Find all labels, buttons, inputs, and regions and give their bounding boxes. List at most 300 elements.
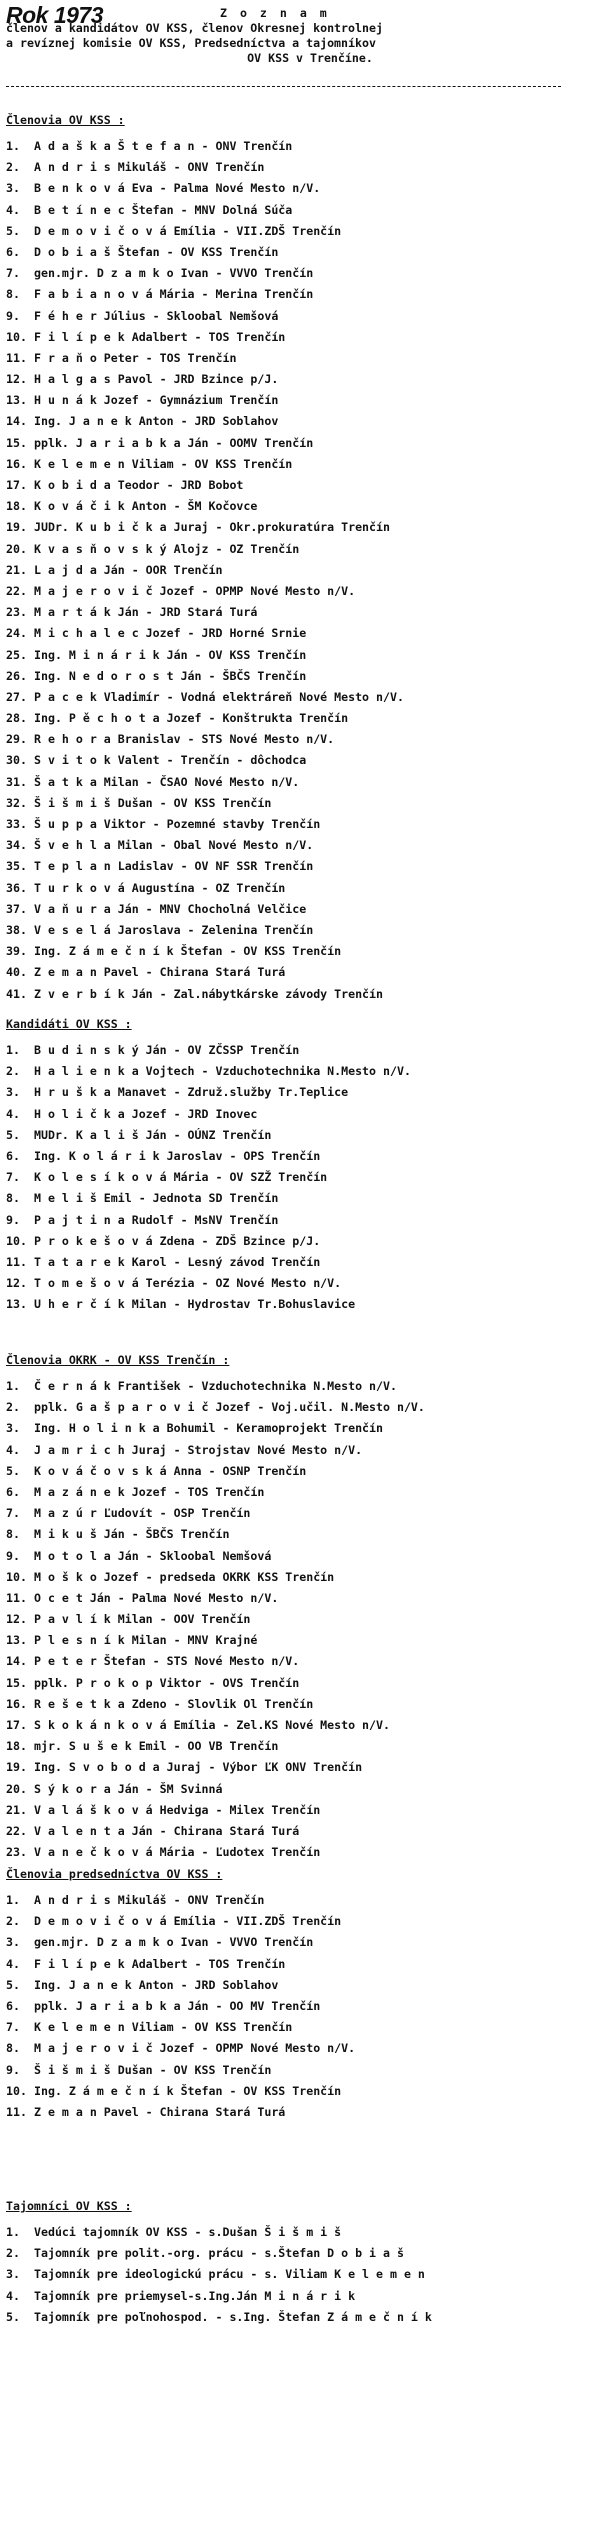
- list-item: [6, 1482, 591, 1503]
- list-item: [6, 517, 591, 538]
- item-number: 4.: [6, 202, 20, 217]
- list-item: [6, 1609, 591, 1630]
- item-number: 8.: [6, 287, 20, 302]
- list-item: [6, 221, 591, 242]
- document-header: [0, 0, 600, 66]
- item-number: 4.: [6, 2288, 20, 2303]
- item-number: 4.: [6, 1442, 20, 1457]
- item-text: K v a s ň o v s k ý Alojz - OZ Trenčín: [34, 541, 300, 556]
- item-number: 41.: [6, 986, 27, 1001]
- item-text: Ing. M i n á r i k Ján - OV KSS Trenčín: [34, 647, 307, 662]
- item-text: Š u p p a Viktor - Pozemné stavby Trenčín: [34, 817, 321, 831]
- year-heading: Rok 1973: [6, 2, 104, 28]
- list-item: [6, 984, 591, 1005]
- list-item: [6, 475, 591, 496]
- section-title: Členovia OV KSS :: [6, 113, 125, 127]
- list-item: [6, 1651, 591, 1672]
- item-text: gen.mjr. D z a m k o Ivan - VVVO Trenčín: [34, 266, 314, 281]
- item-text: Ing. S v o b o d a Juraj - Výbor ĽK ONV Trenčín: [34, 1760, 363, 1775]
- item-text: H a l g a s Pavol - JRD Bzince p/J.: [34, 372, 279, 387]
- item-number: 8.: [6, 1191, 20, 1206]
- item-number: 3.: [6, 181, 20, 196]
- item-text: M a j e r o v i č Jozef - OPMP Nové Mesto n/V.: [34, 2041, 356, 2056]
- item-text: A d a š k a Š t e f a n - ONV Trenčín: [34, 139, 293, 153]
- item-text: gen.mjr. D z a m k o Ivan - VVVO Trenčín: [34, 1935, 314, 1950]
- item-number: 3.: [6, 1421, 20, 1436]
- list-item: [6, 1932, 591, 1953]
- item-text: A n d r i s Mikuláš - ONV Trenčín: [34, 1893, 265, 1907]
- item-number: 11.: [6, 1254, 27, 1269]
- item-text: pplk. J a r i a b k a Ján - OO MV Trenčín: [34, 1998, 321, 2013]
- list-item: [6, 369, 591, 390]
- list-item: [6, 793, 591, 814]
- list-item: [6, 666, 591, 687]
- list-item: [6, 157, 591, 178]
- list-item: [6, 750, 591, 771]
- item-text: H r u š k a Manavet - Združ.služby Tr.Teplice: [34, 1085, 349, 1100]
- item-text: Ing. N e d o r o s t Ján - ŠBČS Trenčín: [34, 668, 307, 683]
- item-text: M o š k o Jozef - predseda OKRK KSS Trenčín: [34, 1569, 335, 1584]
- list-item: [6, 1630, 591, 1651]
- item-text: S v i t o k Valent - Trenčín - dôchodca: [34, 753, 307, 768]
- item-number: 23.: [6, 605, 27, 620]
- item-text: M i k u š Ján - ŠBČS Trenčín: [34, 1527, 230, 1542]
- item-number: 13.: [6, 393, 27, 408]
- item-number: 2.: [6, 1064, 20, 1079]
- item-number: 17.: [6, 478, 27, 492]
- list-item: [6, 560, 591, 581]
- item-text: Š i š m i š Dušan - OV KSS Trenčín: [34, 795, 272, 810]
- list-item: [6, 1376, 591, 1397]
- list-item: [6, 1418, 591, 1439]
- list-item: [6, 136, 591, 157]
- header-title: Z o z n a m: [220, 6, 330, 20]
- item-number: 7.: [6, 1506, 20, 1521]
- list-item: [6, 178, 591, 199]
- item-text: K o v á č o v s k á Anna - OSNP Trenčín: [34, 1463, 307, 1478]
- item-text: B u d i n s k ý Ján - OV ZČSSP Trenčín: [34, 1043, 300, 1057]
- item-number: 16.: [6, 456, 27, 471]
- item-text: Ing. H o l i n k a Bohumil - Keramoprojekt Trenčín: [34, 1421, 384, 1436]
- list-item: [6, 1694, 591, 1715]
- list-item: [6, 411, 591, 432]
- list-item: [6, 284, 591, 305]
- item-number: 5.: [6, 1977, 20, 1992]
- item-number: 10.: [6, 1233, 27, 1248]
- item-text: Š i š m i š Dušan - OV KSS Trenčín: [34, 2062, 272, 2077]
- list-item: [6, 1673, 591, 1694]
- item-number: 21.: [6, 562, 27, 577]
- section-title: Členovia predsedníctva OV KSS :: [6, 1867, 223, 1881]
- list-item: [6, 729, 591, 750]
- item-number: 13.: [6, 1633, 27, 1648]
- list-item: [6, 1524, 591, 1545]
- section-2: [6, 1016, 591, 1315]
- list-item: [6, 645, 591, 666]
- list-item: [6, 1911, 591, 1932]
- item-number: 26.: [6, 668, 27, 683]
- list-item: [6, 454, 591, 475]
- entry-list: [6, 136, 591, 1005]
- item-number: 7.: [6, 1170, 20, 1185]
- item-number: 12.: [6, 372, 27, 387]
- item-text: P l e s n í k Milan - MNV Krajné: [34, 1633, 258, 1648]
- list-item: [6, 306, 591, 327]
- item-number: 22.: [6, 583, 27, 598]
- list-item: [6, 1588, 591, 1609]
- item-text: Z v e r b í k Ján - Zal.nábytkárske závody Trenčín: [34, 986, 384, 1001]
- header-line-1: členov a kandidátov OV KSS, členov Okresnej kontrolnej: [6, 21, 383, 35]
- item-text: Z e m a n Pavel - Chirana Stará Turá: [34, 2104, 286, 2119]
- item-number: 12.: [6, 1276, 27, 1291]
- item-text: K o l e s í k o v á Mária - OV SZŽ Trenčín: [34, 1170, 328, 1185]
- list-item: [6, 1231, 591, 1252]
- item-number: 38.: [6, 922, 27, 937]
- item-text: D e m o v i č o v á Emília - VII.ZDŠ Trenčín: [34, 223, 342, 238]
- item-number: 3.: [6, 1085, 20, 1100]
- item-number: 22.: [6, 1823, 27, 1838]
- item-text: K o b i d a Teodor - JRD Bobot: [34, 478, 244, 492]
- list-item: [6, 433, 591, 454]
- item-text: T a t a r e k Karol - Lesný závod Trenčín: [34, 1254, 321, 1269]
- list-item: [6, 1210, 591, 1231]
- item-text: F é h e r Július - Skloobal Nemšová: [34, 308, 279, 323]
- item-number: 2.: [6, 160, 20, 175]
- item-number: 31.: [6, 774, 27, 789]
- item-number: 3.: [6, 1935, 20, 1950]
- list-item: [6, 496, 591, 517]
- list-item: [6, 2081, 591, 2102]
- list-item: [6, 687, 591, 708]
- item-number: 37.: [6, 901, 27, 916]
- list-item: [6, 1461, 591, 1482]
- item-text: T o m e š o v á Terézia - OZ Nové Mesto n/V.: [34, 1276, 342, 1291]
- item-number: 9.: [6, 1548, 20, 1563]
- list-item: [6, 835, 591, 856]
- list-item: [6, 1294, 591, 1315]
- item-text: D e m o v i č o v á Emília - VII.ZDŠ Trenčín: [34, 1914, 342, 1929]
- item-number: 2.: [6, 2246, 20, 2261]
- header-separator: [6, 86, 561, 87]
- item-text: B e t í n e c Štefan - MNV Dolná Súča: [34, 202, 293, 217]
- item-text: J a m r i c h Juraj - Strojstav Nové Mesto n/V.: [34, 1442, 363, 1457]
- list-item: [6, 941, 591, 962]
- item-text: P a j t i n a Rudolf - MsNV Trenčín: [34, 1212, 279, 1227]
- item-text: V e s e l á Jaroslava - Zelenina Trenčín: [34, 922, 314, 937]
- item-number: 1.: [6, 2225, 20, 2239]
- list-item: [6, 2243, 591, 2264]
- item-text: S ý k o r a Ján - ŠM Svinná: [34, 1781, 223, 1796]
- item-text: Ing. Z á m e č n í k Štefan - OV KSS Trenčín: [34, 2083, 342, 2098]
- item-number: 30.: [6, 753, 27, 768]
- list-item: [6, 1082, 591, 1103]
- item-number: 1.: [6, 1893, 20, 1907]
- item-text: Ing. K o l á r i k Jaroslav - OPS Trenčín: [34, 1148, 321, 1163]
- item-number: 2.: [6, 1914, 20, 1929]
- entry-list: [6, 1040, 591, 1315]
- item-text: T e p l a n Ladislav - OV NF SSR Trenčín: [34, 859, 314, 874]
- item-number: 6.: [6, 1998, 20, 2013]
- item-number: 24.: [6, 626, 27, 641]
- item-text: R e h o r a Branislav - STS Nové Mesto n/V.: [34, 732, 335, 747]
- item-number: 20.: [6, 1781, 27, 1796]
- item-text: Š a t k a Milan - ČSAO Nové Mesto n/V.: [34, 774, 300, 789]
- item-number: 9.: [6, 2062, 20, 2077]
- list-item: [6, 2102, 591, 2123]
- list-item: [6, 2060, 591, 2081]
- list-item: [6, 2286, 591, 2307]
- item-number: 14.: [6, 1654, 27, 1669]
- item-text: U h e r č í k Milan - Hydrostav Tr.Bohuslavice: [34, 1297, 356, 1312]
- list-item: [6, 1440, 591, 1461]
- list-item: [6, 581, 591, 602]
- item-number: 10.: [6, 1569, 27, 1584]
- item-text: B e n k o v á Eva - Palma Nové Mesto n/V.: [34, 181, 321, 196]
- list-item: [6, 920, 591, 941]
- item-text: pplk. G a š p a r o v i č Jozef - Voj.učil. N.Mesto n/V.: [34, 1400, 425, 1415]
- list-item: [6, 1040, 591, 1061]
- item-text: H u n á k Jozef - Gymnázium Trenčín: [34, 393, 279, 408]
- item-text: V a ň u r a Ján - MNV Chocholná Velčice: [34, 901, 307, 916]
- item-number: 19.: [6, 520, 27, 535]
- item-number: 39.: [6, 944, 27, 959]
- item-text: JUDr. K u b i č k a Juraj - Okr.prokuratúra Trenčín: [34, 520, 390, 535]
- list-item: [6, 1736, 591, 1757]
- item-number: 4.: [6, 1956, 20, 1971]
- list-item: [6, 814, 591, 835]
- list-item: [6, 200, 591, 221]
- item-text: K e l e m e n Viliam - OV KSS Trenčín: [34, 2020, 293, 2035]
- item-number: 18.: [6, 1739, 27, 1754]
- item-number: 29.: [6, 732, 27, 747]
- item-number: 25.: [6, 647, 27, 662]
- item-text: M o t o l a Ján - Skloobal Nemšová: [34, 1548, 272, 1563]
- list-item: [6, 1567, 591, 1588]
- item-text: A n d r i s Mikuláš - ONV Trenčín: [34, 160, 265, 175]
- list-item: [6, 2222, 591, 2243]
- item-text: pplk. P r o k o p Viktor - OVS Trenčín: [34, 1675, 300, 1690]
- list-item: [6, 899, 591, 920]
- item-number: 11.: [6, 350, 27, 365]
- item-text: K e l e m e n Viliam - OV KSS Trenčín: [34, 456, 293, 471]
- item-number: 7.: [6, 2020, 20, 2035]
- item-number: 36.: [6, 880, 27, 895]
- item-number: 10.: [6, 2083, 27, 2098]
- item-number: 5.: [6, 223, 20, 238]
- item-text: MUDr. K a l i š Ján - OÚNZ Trenčín: [34, 1127, 272, 1142]
- item-text: P a v l í k Milan - OOV Trenčín: [34, 1612, 251, 1627]
- entry-list: [6, 2222, 591, 2328]
- item-text: Tajomník pre polit.-org. prácu - s.Štefan D o b i a š: [34, 2246, 404, 2261]
- list-item: [6, 2264, 591, 2285]
- item-text: Č e r n á k František - Vzduchotechnika N.Mesto n/V.: [34, 1379, 397, 1393]
- section-5: [6, 2198, 591, 2328]
- list-item: [6, 263, 591, 284]
- item-number: 17.: [6, 1718, 27, 1732]
- item-text: M a r t á k Ján - JRD Stará Turá: [34, 605, 258, 620]
- item-number: 2.: [6, 1400, 20, 1415]
- item-number: 16.: [6, 1696, 27, 1711]
- item-number: 4.: [6, 1106, 20, 1121]
- item-number: 7.: [6, 266, 20, 281]
- item-number: 33.: [6, 817, 27, 831]
- item-text: S k o k á n k o v á Emília - Zel.KS Nové Mesto n/V.: [34, 1718, 390, 1732]
- item-text: F i l í p e k Adalbert - TOS Trenčín: [34, 329, 286, 344]
- section-title: Kandidáti OV KSS :: [6, 1017, 132, 1031]
- list-item: [6, 772, 591, 793]
- item-number: 14.: [6, 414, 27, 429]
- item-text: F i l í p e k Adalbert - TOS Trenčín: [34, 1956, 286, 1971]
- item-number: 40.: [6, 965, 27, 980]
- item-number: 9.: [6, 308, 20, 323]
- section-1: [6, 112, 591, 1005]
- item-text: M e l i š Emil - Jednota SD Trenčín: [34, 1191, 279, 1206]
- list-item: [6, 1954, 591, 1975]
- list-item: [6, 539, 591, 560]
- header-line-2: a revíznej komisie OV KSS, Predsedníctva a tajomníkov: [6, 36, 376, 50]
- item-text: P e t e r Štefan - STS Nové Mesto n/V.: [34, 1654, 300, 1669]
- section-4: [6, 1866, 591, 2123]
- item-text: R e š e t k a Zdeno - Slovlik Ol Trenčín: [34, 1696, 314, 1711]
- section-3: [6, 1352, 591, 1863]
- item-text: H a l i e n k a Vojtech - Vzduchotechnika N.Mesto n/V.: [34, 1064, 411, 1079]
- item-number: 11.: [6, 2104, 27, 2119]
- item-text: Tajomník pre ideologickú prácu - s. Viliam K e l e m e n: [34, 2267, 425, 2282]
- item-number: 15.: [6, 435, 27, 450]
- header-line-3: OV KSS v Trenčíne.: [247, 51, 373, 65]
- list-item: [6, 327, 591, 348]
- item-text: T u r k o v á Augustína - OZ Trenčín: [34, 880, 286, 895]
- entry-list: [6, 1890, 591, 2123]
- item-text: M a z ú r Ľudovít - OSP Trenčín: [34, 1506, 251, 1521]
- item-text: mjr. S u š e k Emil - OO VB Trenčín: [34, 1739, 279, 1754]
- item-text: M a j e r o v i č Jozef - OPMP Nové Mesto n/V.: [34, 583, 356, 598]
- list-item: [6, 1503, 591, 1524]
- item-number: 6.: [6, 1484, 20, 1499]
- item-text: Ing. P ě c h o t a Jozef - Konštrukta Trenčín: [34, 711, 349, 726]
- list-item: [6, 1996, 591, 2017]
- item-text: H o l i č k a Jozef - JRD Inovec: [34, 1106, 258, 1121]
- item-number: 11.: [6, 1590, 27, 1605]
- item-text: M a z á n e k Jozef - TOS Trenčín: [34, 1484, 265, 1499]
- list-item: [6, 962, 591, 983]
- list-item: [6, 1104, 591, 1125]
- item-text: Š v e h l a Milan - Obal Nové Mesto n/V.: [34, 838, 314, 853]
- item-text: L a j d a Ján - OOR Trenčín: [34, 562, 223, 577]
- item-number: 8.: [6, 2041, 20, 2056]
- item-text: V a n e č k o v á Mária - Ľudotex Trenčín: [34, 1845, 321, 1860]
- list-item: [6, 242, 591, 263]
- item-text: K o v á č i k Anton - ŠM Kočovce: [34, 499, 258, 514]
- item-text: pplk. J a r i a b k a Ján - OOMV Trenčín: [34, 435, 314, 450]
- item-text: Vedúci tajomník OV KSS - s.Dušan Š i š m i š: [34, 2225, 342, 2239]
- item-number: 32.: [6, 795, 27, 810]
- list-item: [6, 602, 591, 623]
- list-item: [6, 878, 591, 899]
- item-number: 21.: [6, 1802, 27, 1817]
- item-number: 1.: [6, 1043, 20, 1057]
- item-text: V a l á š k o v á Hedviga - Milex Trenčín: [34, 1802, 321, 1817]
- list-item: [6, 1146, 591, 1167]
- item-number: 19.: [6, 1760, 27, 1775]
- list-item: [6, 1397, 591, 1418]
- item-number: 34.: [6, 838, 27, 853]
- item-number: 9.: [6, 1212, 20, 1227]
- list-item: [6, 1821, 591, 1842]
- list-item: [6, 1975, 591, 1996]
- list-item: [6, 1061, 591, 1082]
- item-number: 23.: [6, 1845, 27, 1860]
- list-item: [6, 1842, 591, 1863]
- item-number: 35.: [6, 859, 27, 874]
- list-item: [6, 623, 591, 644]
- item-text: F r a ň o Peter - TOS Trenčín: [34, 350, 237, 365]
- list-item: [6, 348, 591, 369]
- item-text: P r o k e š o v á Zdena - ZDŠ Bzince p/J.: [34, 1233, 321, 1248]
- list-item: [6, 1757, 591, 1778]
- item-number: 20.: [6, 541, 27, 556]
- list-item: [6, 1779, 591, 1800]
- section-title: Členovia OKRK - OV KSS Trenčín :: [6, 1353, 230, 1367]
- item-text: P a c e k Vladimír - Vodná elektráreň Nové Mesto n/V.: [34, 689, 404, 704]
- list-item: [6, 1252, 591, 1273]
- item-number: 10.: [6, 329, 27, 344]
- item-number: 18.: [6, 499, 27, 514]
- item-number: 15.: [6, 1675, 27, 1690]
- list-item: [6, 1188, 591, 1209]
- list-item: [6, 1715, 591, 1736]
- entry-list: [6, 1376, 591, 1863]
- item-text: Ing. Z á m e č n í k Štefan - OV KSS Trenčín: [34, 944, 342, 959]
- item-text: M i c h a l e c Jozef - JRD Horné Srnie: [34, 626, 307, 641]
- item-text: D o b i a š Štefan - OV KSS Trenčín: [34, 244, 279, 259]
- item-text: V a l e n t a Ján - Chirana Stará Turá: [34, 1823, 300, 1838]
- list-item: [6, 1167, 591, 1188]
- item-number: 28.: [6, 711, 27, 726]
- item-number: 6.: [6, 1148, 20, 1163]
- list-item: [6, 856, 591, 877]
- item-text: Ing. J a n e k Anton - JRD Soblahov: [34, 1977, 279, 1992]
- item-number: 27.: [6, 689, 27, 704]
- list-item: [6, 2017, 591, 2038]
- section-title: Tajomníci OV KSS :: [6, 2199, 132, 2213]
- list-item: [6, 2038, 591, 2059]
- item-number: 8.: [6, 1527, 20, 1542]
- list-item: [6, 708, 591, 729]
- item-number: 5.: [6, 1463, 20, 1478]
- list-item: [6, 1890, 591, 1911]
- item-number: 6.: [6, 244, 20, 259]
- item-text: Tajomník pre priemysel-s.Ing.Ján M i n á r i k: [34, 2288, 356, 2303]
- list-item: [6, 1546, 591, 1567]
- item-text: Tajomník pre poľnohospod. - s.Ing. Štefan Z á m e č n í k: [34, 2309, 432, 2324]
- list-item: [6, 1273, 591, 1294]
- item-number: 13.: [6, 1297, 27, 1312]
- item-number: 12.: [6, 1612, 27, 1627]
- list-item: [6, 1125, 591, 1146]
- list-item: [6, 390, 591, 411]
- item-number: 1.: [6, 1379, 20, 1393]
- list-item: [6, 1800, 591, 1821]
- item-number: 5.: [6, 1127, 20, 1142]
- item-number: 3.: [6, 2267, 20, 2282]
- list-item: [6, 2307, 591, 2328]
- item-number: 5.: [6, 2309, 20, 2324]
- item-text: O c e t Ján - Palma Nové Mesto n/V.: [34, 1590, 279, 1605]
- item-number: 1.: [6, 139, 20, 153]
- item-text: F a b i a n o v á Mária - Merina Trenčín: [34, 287, 314, 302]
- item-text: Z e m a n Pavel - Chirana Stará Turá: [34, 965, 286, 980]
